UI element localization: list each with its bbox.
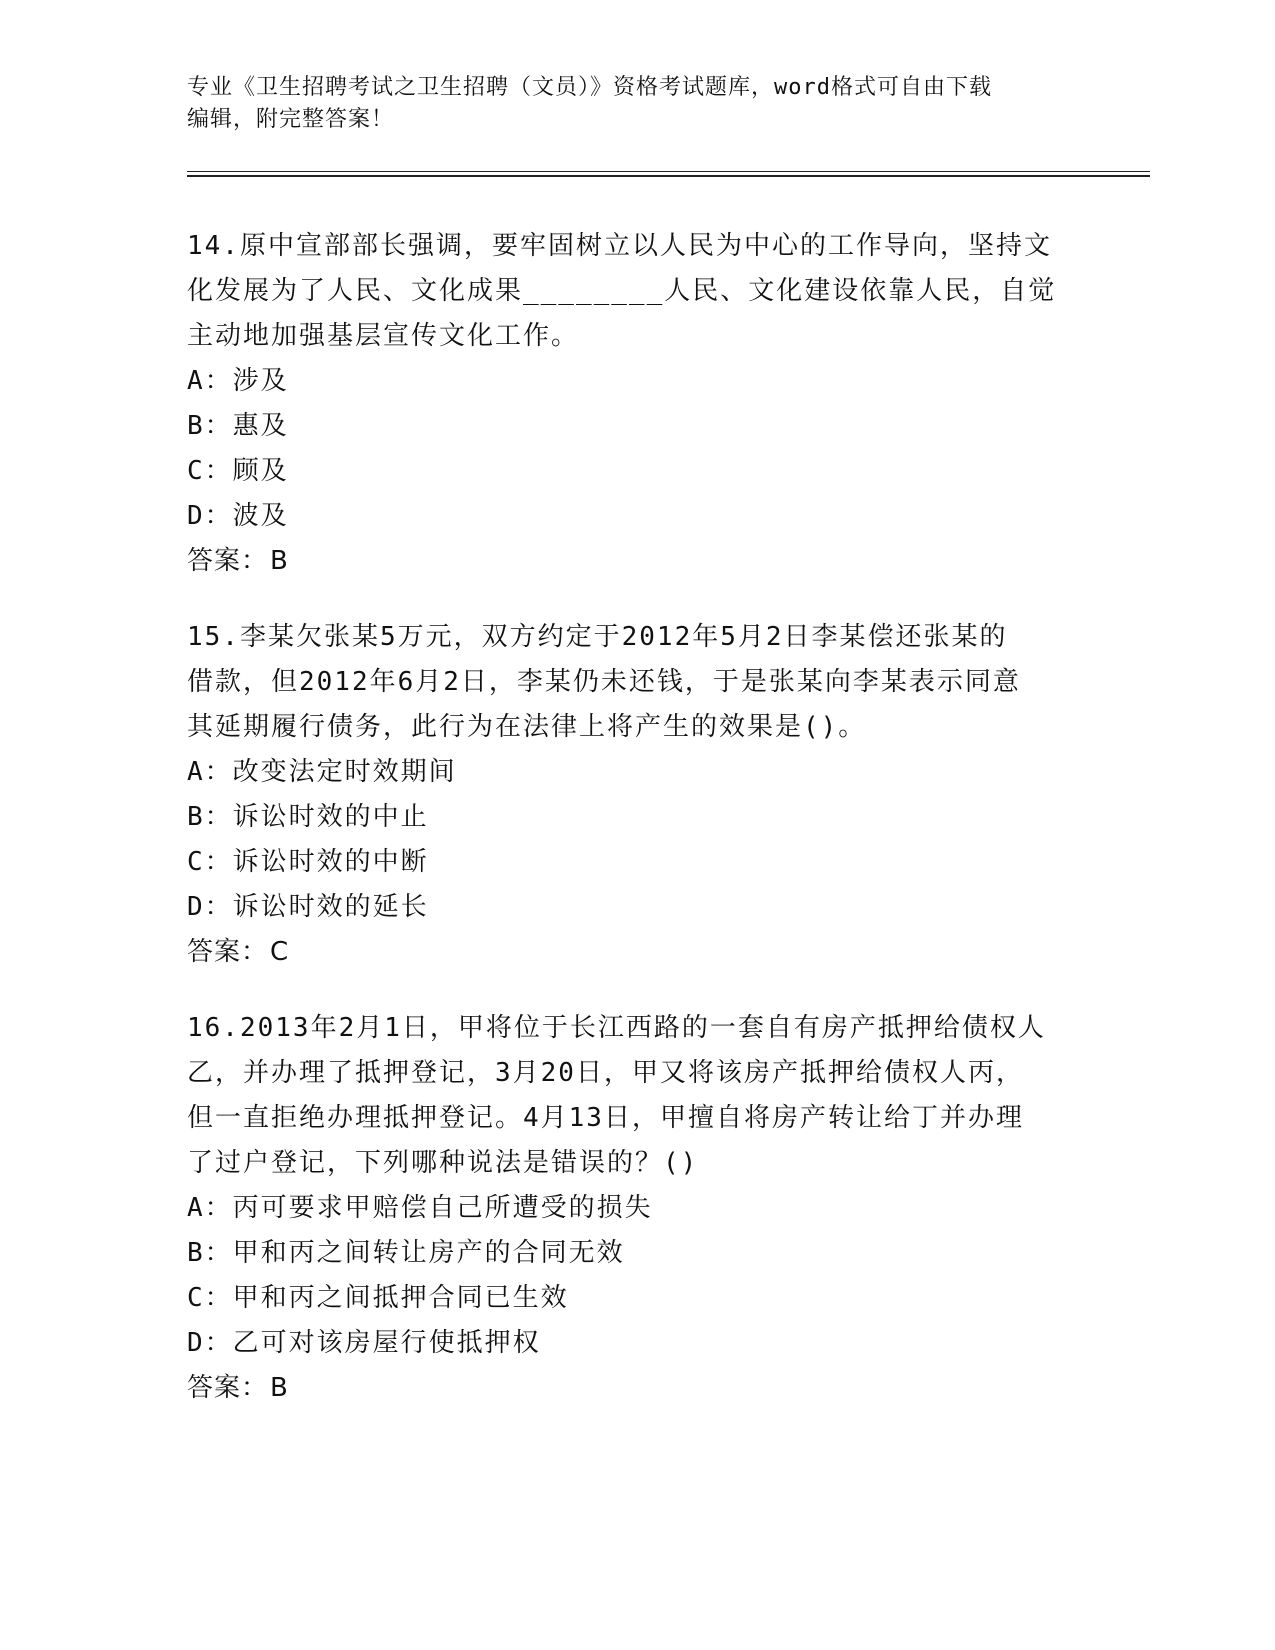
answer-value: C [270, 937, 290, 967]
question-text [187, 224, 1087, 359]
option-c: C：诉讼时效的中断 [187, 847, 429, 877]
question-14 [187, 224, 1087, 584]
option-a: A：改变法定时效期间 [187, 757, 457, 787]
header-divider-thick [187, 175, 1150, 177]
answer-label: 答案： [187, 937, 269, 967]
question-line: 16.2013年2月1日，甲将位于长江西路的一套自有房产抵押给债权人 [187, 1013, 1046, 1043]
option-c: C：顾及 [187, 456, 289, 486]
answer-label: 答案： [187, 546, 269, 576]
question-text [187, 615, 1087, 750]
option-b: B：惠及 [187, 411, 289, 441]
header-line-1: 专业《卫生招聘考试之卫生招聘（文员）》资格考试题库，word格式可自由下载 [187, 75, 992, 100]
option-d: D：乙可对该房屋行使抵押权 [187, 1328, 541, 1358]
question-line: 借款，但2012年6月2日，李某仍未还钱，于是张某向李某表示同意 [187, 667, 1021, 697]
option-b: B：甲和丙之间转让房产的合同无效 [187, 1238, 625, 1268]
question-line: 主动地加强基层宣传文化工作。 [187, 321, 580, 351]
header-line-2: 编辑，附完整答案！ [187, 107, 395, 132]
question-15 [187, 615, 1087, 975]
question-line: 乙，并办理了抵押登记，3月20日，甲又将该房产抵押给债权人丙， [187, 1058, 1024, 1088]
option-d: D：波及 [187, 501, 289, 531]
question-line: 了过户登记，下列哪种说法是错误的？() [187, 1148, 699, 1178]
question-line: 15.李某欠张某5万元，双方约定于2012年5月2日李某偿还张某的 [187, 622, 1008, 652]
answer-label: 答案： [187, 1373, 269, 1403]
option-a: A：涉及 [187, 366, 289, 396]
option-b: B：诉讼时效的中止 [187, 802, 429, 832]
question-line: 14.原中宣部部长强调，要牢固树立以人民为中心的工作导向，坚持文 [187, 231, 1052, 261]
answer-value: B [270, 546, 289, 576]
question-line: 其延期履行债务，此行为在法律上将产生的效果是()。 [187, 712, 867, 742]
question-16 [187, 1006, 1087, 1411]
question-line: 化发展为了人民、文化成果________人民、文化建设依靠人民，自觉 [187, 276, 1057, 306]
option-a: A：丙可要求甲赔偿自己所遭受的损失 [187, 1193, 653, 1223]
header-divider-thin [187, 171, 1150, 172]
option-c: C：甲和丙之间抵押合同已生效 [187, 1283, 569, 1313]
answer-row [187, 1366, 1087, 1411]
answer-row [187, 539, 1087, 584]
document-header [187, 72, 1087, 136]
answer-value: B [270, 1373, 289, 1403]
question-line: 但一直拒绝办理抵押登记。4月13日，甲擅自将房产转让给丁并办理 [187, 1103, 1024, 1133]
answer-row [187, 930, 1087, 975]
question-text [187, 1006, 1087, 1186]
option-d: D：诉讼时效的延长 [187, 892, 429, 922]
